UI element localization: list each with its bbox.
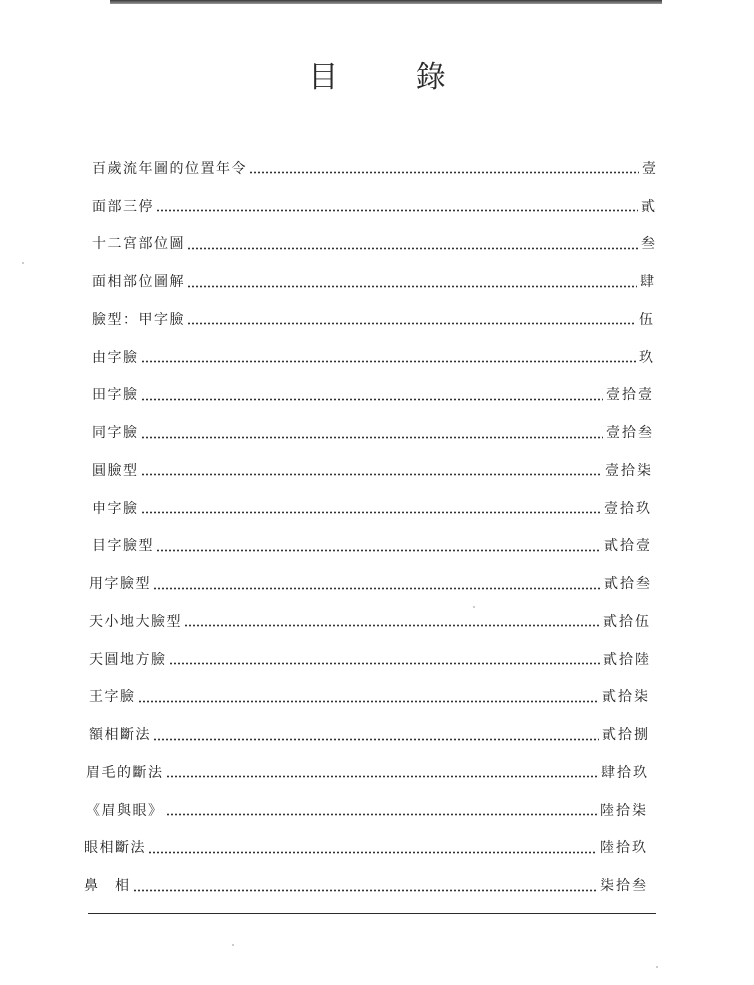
toc-entry-title: 天圓地方臉 (89, 651, 167, 668)
dot-leader (141, 356, 637, 368)
toc-entry-title: 額相斷法 (89, 727, 151, 744)
toc-entry-page-number: 肆拾玖 (601, 764, 649, 781)
dot-leader (156, 205, 638, 217)
toc-entry-title: 天小地大臉型 (89, 613, 182, 630)
toc-entry (0, 451, 653, 489)
toc-entry-title: 圓臉型 (92, 462, 139, 479)
toc-entry-title: 《眉與眼》 (86, 802, 164, 819)
table-of-contents (0, 149, 754, 904)
toc-entry (0, 376, 654, 414)
toc-entry-title: 鼻 相 (84, 878, 131, 895)
toc-entry-page-number: 貳拾陸 (603, 651, 651, 668)
toc-entry-page-number: 壹拾叁 (606, 425, 654, 442)
toc-entry-title: 百歲流年圖的位置年令 (92, 160, 247, 177)
toc-entry-page-number: 壹拾柒 (605, 462, 653, 479)
toc-entry-title: 由字臉 (92, 349, 139, 366)
toc-entry-page-number: 壹 (642, 160, 658, 177)
toc-entry-title: 王字臉 (89, 689, 136, 706)
toc-entry-title: 眼相斷法 (84, 840, 146, 857)
toc-entry (0, 753, 649, 791)
toc-entry-page-number: 貳拾叁 (604, 576, 652, 593)
dot-leader (153, 582, 601, 594)
toc-entry-page-number: 肆 (640, 274, 656, 291)
toc-entry-page-number: 陸拾柒 (600, 802, 648, 819)
toc-entry-page-number: 貳拾伍 (603, 613, 651, 630)
dot-leader (156, 544, 601, 556)
dot-leader (249, 167, 639, 179)
top-border-rule (110, 0, 662, 4)
toc-entry (0, 225, 657, 263)
page-title: 目 錄 (308, 60, 480, 95)
toc-entry (0, 602, 651, 640)
dot-leader (141, 431, 604, 443)
toc-entry-page-number: 伍 (639, 311, 655, 328)
toc-entry-page-number: 叁 (641, 236, 657, 253)
bottom-border-rule (88, 913, 656, 914)
dot-leader (138, 695, 600, 707)
dot-leader (133, 884, 598, 896)
toc-entry (0, 791, 648, 829)
toc-entry (0, 640, 651, 678)
dot-leader (153, 733, 599, 745)
toc-entry (0, 187, 657, 225)
toc-entry (0, 413, 654, 451)
toc-entry (0, 866, 648, 904)
toc-entry (0, 262, 656, 300)
paper-speck (22, 262, 24, 264)
toc-entry (0, 527, 652, 565)
dot-leader (187, 280, 637, 292)
toc-entry (0, 338, 655, 376)
dot-leader (184, 620, 600, 632)
toc-entry (0, 564, 652, 602)
toc-entry-page-number: 貳拾捌 (602, 727, 650, 744)
toc-entry-page-number: 貳拾柒 (602, 689, 650, 706)
dot-leader (187, 242, 638, 254)
toc-entry-title: 面相部位圖解 (92, 274, 185, 291)
toc-entry-title: 用字臉型 (89, 576, 151, 593)
toc-entry-title: 十二宮部位圖 (92, 236, 185, 253)
dot-leader (141, 507, 602, 519)
toc-entry (0, 715, 650, 753)
toc-entry-title: 申字臉 (92, 500, 139, 517)
toc-entry-page-number: 陸拾玖 (600, 840, 648, 857)
toc-entry-page-number: 柒拾叁 (600, 878, 648, 895)
toc-entry (0, 300, 655, 338)
dot-leader (187, 318, 636, 330)
toc-entry (0, 489, 652, 527)
toc-entry-page-number: 貳 (641, 198, 657, 215)
toc-entry-title: 眉毛的斷法 (86, 764, 164, 781)
toc-entry-page-number: 壹拾壹 (606, 387, 654, 404)
dot-leader (141, 469, 603, 481)
paper-speck (232, 944, 234, 946)
toc-entry (0, 829, 648, 867)
dot-leader (169, 658, 601, 670)
paper-speck (656, 966, 658, 968)
toc-entry-title: 面部三停 (92, 198, 154, 215)
dot-leader (166, 809, 598, 821)
toc-entry-page-number: 壹拾玖 (604, 500, 652, 517)
toc-entry-title: 臉型：甲字臉 (92, 311, 185, 328)
toc-entry-title: 同字臉 (92, 425, 139, 442)
toc-entry (0, 678, 650, 716)
toc-entry (0, 149, 658, 187)
toc-entry-title: 目字臉型 (92, 538, 154, 555)
dot-leader (148, 846, 597, 858)
toc-entry-title: 田字臉 (92, 387, 139, 404)
toc-entry-page-number: 貳拾壹 (604, 538, 652, 555)
dot-leader (166, 771, 599, 783)
toc-entry-page-number: 玖 (639, 349, 655, 366)
paper-speck (473, 606, 475, 608)
dot-leader (141, 393, 604, 405)
